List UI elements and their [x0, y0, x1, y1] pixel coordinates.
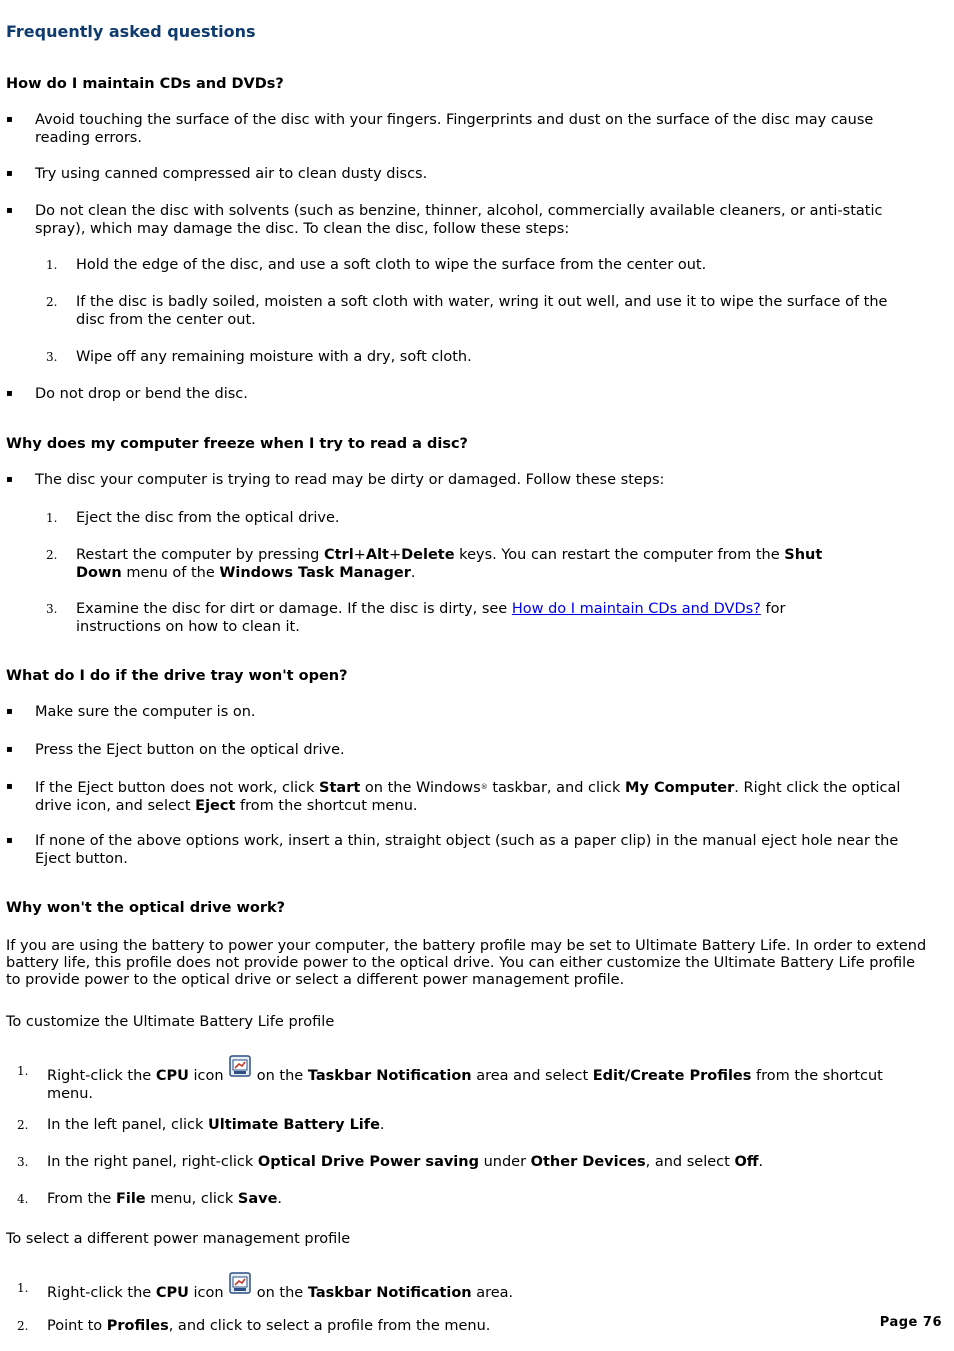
- step-text: menu of the: [121, 565, 220, 581]
- page-number: Page 76: [879, 1315, 942, 1330]
- item-text: on the Windows: [360, 780, 481, 796]
- key-delete: Delete: [401, 547, 455, 563]
- step-text: on the: [252, 1285, 308, 1301]
- paragraph: If you are using the battery to power your computer, the battery profile may be set to Ultimate Battery Life. In order to extend battery life, this profile does not provide power to the optical drive. You can either customize the Ultimate Battery Life profile to provide power to the optical drive or select a different power management profile.: [6, 938, 927, 988]
- save-label: Save: [237, 1191, 278, 1207]
- step-number: 1.: [17, 1281, 29, 1295]
- step-item: [47, 1153, 927, 1171]
- bullet-marker: ▪: [6, 388, 13, 399]
- maintain-discs-link[interactable]: How do I maintain CDs and DVDs?: [511, 601, 761, 617]
- step-text: keys. You can restart the computer from the: [454, 547, 785, 563]
- step-text: In the right panel, right-click: [47, 1154, 258, 1170]
- step-text: from the shortcut menu.: [47, 1068, 883, 1102]
- step-text: Restart the computer by pressing: [76, 547, 324, 563]
- step-text: , and click to select a profile from the menu.: [168, 1318, 491, 1334]
- bullet-marker: ▪: [6, 781, 13, 792]
- step-number: 1.: [46, 511, 58, 525]
- list-item: Do not clean the disc with solvents (such as benzine, thinner, alcohol, commercially available cleaners, or anti-static spray), which may damage the disc. To clean the disc, follow these steps:: [35, 203, 883, 237]
- subheading-customize: To customize the Ultimate Battery Life profile: [6, 1014, 335, 1030]
- list-item: [35, 778, 930, 815]
- step-text: Right-click the: [47, 1068, 156, 1084]
- step-text: , and select: [645, 1154, 735, 1170]
- list-item: Avoid touching the surface of the disc with your fingers. Fingerprints and dust on the surface of the disc may cause reading errors.: [35, 112, 874, 146]
- step-item: [47, 1062, 917, 1103]
- shut-down-label: Shut Down: [76, 547, 823, 581]
- step-number: 2.: [46, 295, 58, 309]
- step-number: 3.: [46, 602, 58, 616]
- step-item: Hold the edge of the disc, and use a soft cloth to wipe the surface from the center out.: [76, 257, 707, 273]
- heading-drive-tray: What do I do if the drive tray won't open?: [6, 668, 348, 684]
- item-text: . Right click the optical drive icon, and select: [35, 780, 901, 814]
- heading-optical-drive: Why won't the optical drive work?: [6, 900, 286, 916]
- step-number: 2.: [17, 1118, 29, 1132]
- step-text: In the left panel, click: [47, 1117, 209, 1133]
- step-item: [47, 1317, 827, 1335]
- step-text: icon: [188, 1285, 229, 1301]
- ultimate-battery-life-label: Ultimate Battery Life: [208, 1117, 380, 1133]
- step-text: for instructions on how to clean it.: [76, 601, 786, 635]
- step-item: Eject the disc from the optical drive.: [76, 510, 340, 526]
- step-text: on the: [252, 1068, 308, 1084]
- key-alt: Alt: [365, 547, 389, 563]
- item-text: If the Eject button does not work, click: [35, 780, 320, 796]
- plus-sign: +: [388, 547, 402, 563]
- subheading-select-profile: To select a different power management profile: [6, 1231, 351, 1247]
- item-text: from the shortcut menu.: [235, 798, 418, 814]
- cpu-label: CPU: [155, 1285, 189, 1301]
- edit-create-profiles-label: Edit/Create Profiles: [592, 1068, 752, 1084]
- step-text: .: [277, 1191, 283, 1207]
- start-label: Start: [319, 780, 361, 796]
- bullet-marker: ▪: [6, 168, 13, 179]
- taskbar-notification-label: Taskbar Notification: [307, 1068, 472, 1084]
- step-text: From the: [47, 1191, 116, 1207]
- step-text: .: [758, 1154, 764, 1170]
- list-item: Try using canned compressed air to clean dusty discs.: [35, 166, 428, 182]
- task-manager-label: Windows Task Manager: [219, 565, 411, 581]
- list-item: Do not drop or bend the disc.: [35, 386, 248, 402]
- step-number: 1.: [17, 1064, 29, 1078]
- step-item: [76, 546, 856, 582]
- bullet-marker: ▪: [6, 114, 13, 125]
- step-number: 1.: [46, 258, 58, 272]
- file-label: File: [115, 1191, 146, 1207]
- step-item: [76, 600, 836, 636]
- off-label: Off: [734, 1154, 759, 1170]
- registered-mark: ®: [480, 783, 488, 791]
- item-text: taskbar, and click: [487, 780, 626, 796]
- cpu-label: CPU: [155, 1068, 189, 1084]
- my-computer-label: My Computer: [625, 780, 735, 796]
- step-text: Point to: [47, 1318, 107, 1334]
- taskbar-notification-label: Taskbar Notification: [307, 1285, 472, 1301]
- page-title: Frequently asked questions: [6, 22, 256, 41]
- step-item: [47, 1190, 927, 1208]
- step-text: .: [410, 565, 416, 581]
- key-ctrl: Ctrl: [323, 547, 354, 563]
- bullet-marker: ▪: [6, 835, 13, 846]
- bullet-marker: ▪: [6, 205, 13, 216]
- bullet-marker: ▪: [6, 706, 13, 717]
- list-item: Make sure the computer is on.: [35, 704, 256, 720]
- step-number: 2.: [17, 1319, 29, 1333]
- step-text: .: [379, 1117, 385, 1133]
- list-item: The disc your computer is trying to read may be dirty or damaged. Follow these steps:: [35, 472, 665, 488]
- step-item: [47, 1279, 927, 1302]
- heading-maintain-discs: How do I maintain CDs and DVDs?: [6, 76, 284, 92]
- step-text: under: [478, 1154, 531, 1170]
- bullet-marker: ▪: [6, 744, 13, 755]
- step-item: If the disc is badly soiled, moisten a soft cloth with water, wring it out well, and use it to wipe the surface of the disc from the center out.: [76, 294, 888, 328]
- other-devices-label: Other Devices: [530, 1154, 646, 1170]
- profiles-label: Profiles: [106, 1318, 169, 1334]
- eject-label: Eject: [195, 798, 236, 814]
- step-text: Right-click the: [47, 1285, 156, 1301]
- step-number: 3.: [17, 1155, 29, 1169]
- cpu-icon: [229, 1055, 251, 1077]
- cpu-icon: [229, 1272, 251, 1294]
- optical-drive-power-label: Optical Drive Power saving: [257, 1154, 479, 1170]
- step-text: icon: [188, 1068, 229, 1084]
- plus-sign: +: [353, 547, 366, 563]
- bullet-marker: ▪: [6, 474, 13, 485]
- step-number: 3.: [46, 350, 58, 364]
- list-item: If none of the above options work, insert a thin, straight object (such as a paper clip) in the manual eject hole near the Eject button.: [35, 833, 899, 867]
- step-text: area.: [471, 1285, 514, 1301]
- step-text: menu, click: [145, 1191, 238, 1207]
- step-number: 4.: [17, 1192, 29, 1206]
- heading-computer-freeze: Why does my computer freeze when I try to read a disc?: [6, 436, 468, 452]
- step-item: Wipe off any remaining moisture with a dry, soft cloth.: [76, 349, 472, 365]
- list-item: Press the Eject button on the optical drive.: [35, 742, 345, 758]
- step-number: 2.: [46, 548, 58, 562]
- step-text: Examine the disc for dirt or damage. If the disc is dirty, see: [76, 601, 512, 617]
- step-text: area and select: [471, 1068, 593, 1084]
- step-item: [47, 1116, 927, 1134]
